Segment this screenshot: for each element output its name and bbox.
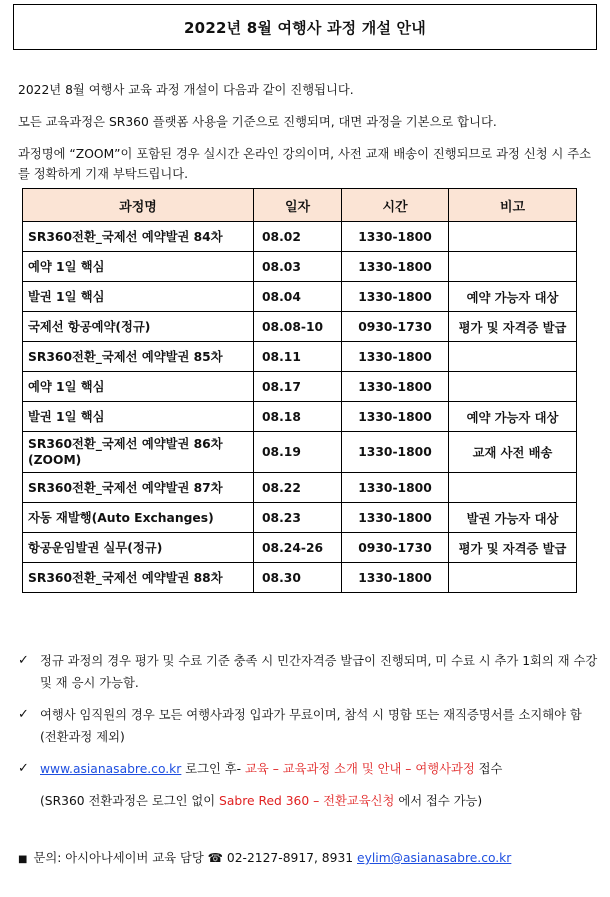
table-row [23, 402, 577, 432]
checkmark-icon: ✓ [18, 761, 29, 776]
notes-section [18, 650, 598, 812]
checkmark-icon: ✓ [18, 707, 29, 722]
intro-paragraph-3: 과정명에 “ZOOM”이 포함된 경우 실시간 온라인 강의이며, 사전 교재 배송이 진행되므로 과정 신청 시 주소를 정확하게 기재 부탁드립니다. [18, 147, 592, 181]
course-schedule-table [22, 188, 577, 593]
note-item [18, 704, 598, 748]
course-date: 08.03 [254, 252, 342, 282]
course-date: 08.23 [254, 503, 342, 533]
course-note: 예약 가능자 대상 [449, 402, 577, 432]
table-row [23, 252, 577, 282]
page-title-text: 2022년 8월 여행사 과정 개설 안내 [184, 18, 426, 37]
note-item [18, 650, 598, 694]
course-note [449, 252, 577, 282]
table-row [23, 282, 577, 312]
course-date: 08.30 [254, 563, 342, 593]
course-date: 08.11 [254, 342, 342, 372]
course-name: SR360전환_국제선 예약발권 86차 (ZOOM) [23, 432, 254, 473]
course-note: 평가 및 자격증 발급 [449, 533, 577, 563]
contact-line [18, 848, 511, 866]
table-row [23, 342, 577, 372]
course-time: 1330-1800 [342, 563, 449, 593]
course-name: SR360전환_국제선 예약발권 87차 [23, 473, 254, 503]
header-note: 비고 [449, 189, 577, 222]
course-note: 예약 가능자 대상 [449, 282, 577, 312]
page-title [13, 4, 597, 50]
note-text-2: 여행사 임직원의 경우 모든 여행사과정 입과가 무료이며, 참석 시 명함 또는 재직증명서를 소지해야 함(전환과정 제외) [40, 708, 582, 744]
contact-email-link[interactable]: eylim@asianasabre.co.kr [357, 851, 512, 865]
note-text-1: 정규 과정의 경우 평가 및 수료 기준 충족 시 민간자격증 발급이 진행되며, 미 수료 시 추가 1회의 재 수강 및 재 응시 가능함. [40, 654, 598, 690]
course-time: 0930-1730 [342, 533, 449, 563]
header-time: 시간 [342, 189, 449, 222]
course-name: 발권 1일 핵심 [23, 402, 254, 432]
course-name: 국제선 항공예약(정규) [23, 312, 254, 342]
note-4-prefix: (SR360 전환과정은 로그인 없이 [40, 794, 220, 808]
header-date: 일자 [254, 189, 342, 222]
course-time: 1330-1800 [342, 432, 449, 473]
note-item [18, 758, 598, 780]
course-time: 1330-1800 [342, 473, 449, 503]
table-row [23, 503, 577, 533]
course-date: 08.22 [254, 473, 342, 503]
note-text-3 [40, 758, 598, 780]
course-time: 1330-1800 [342, 222, 449, 252]
checkmark-icon: ✓ [18, 653, 29, 668]
note-4-suffix: 에서 접수 가능) [394, 794, 483, 808]
course-note [449, 473, 577, 503]
table-row [23, 563, 577, 593]
course-date: 08.17 [254, 372, 342, 402]
note-3-text-login: 로그인 후- [181, 762, 246, 776]
table-row [23, 473, 577, 503]
course-note: 평가 및 자격증 발급 [449, 312, 577, 342]
intro-paragraph-2: 모든 교육과정은 SR360 플랫폼 사용을 기준으로 진행되며, 대면 과정을 기본으로 합니다. [18, 115, 497, 129]
course-note [449, 372, 577, 402]
course-name: SR360전환_국제선 예약발권 84차 [23, 222, 254, 252]
course-name: 자동 재발행(Auto Exchanges) [23, 503, 254, 533]
table-row [23, 533, 577, 563]
course-note [449, 222, 577, 252]
note-3-text-apply: 접수 [474, 762, 503, 776]
course-name: 항공운임발권 실무(정규) [23, 533, 254, 563]
course-time: 1330-1800 [342, 342, 449, 372]
course-time: 1330-1800 [342, 372, 449, 402]
contact-label: 문의: 아시아나세이버 교육 담당 ☎ 02-2127-8917, 8931 [33, 851, 358, 865]
table-row [23, 372, 577, 402]
table-row [23, 312, 577, 342]
intro-section [18, 80, 596, 184]
course-date: 08.24-26 [254, 533, 342, 563]
note-sr360-line [18, 790, 598, 812]
course-time: 0930-1730 [342, 312, 449, 342]
course-note: 교재 사전 배송 [449, 432, 577, 473]
table-row [23, 432, 577, 473]
course-date: 08.02 [254, 222, 342, 252]
course-note [449, 342, 577, 372]
bullet-square-icon: ■ [18, 854, 28, 865]
header-course-name: 과정명 [23, 189, 254, 222]
intro-paragraph-1: 2022년 8월 여행사 교육 과정 개설이 다음과 같이 진행됩니다. [18, 83, 354, 97]
course-name: 발권 1일 핵심 [23, 282, 254, 312]
note-4-menu-path: Sabre Red 360 – 전환교육신청 [219, 794, 395, 808]
website-link[interactable]: www.asianasabre.co.kr [40, 762, 182, 776]
course-date: 08.04 [254, 282, 342, 312]
course-name: SR360전환_국제선 예약발권 85차 [23, 342, 254, 372]
course-name: SR360전환_국제선 예약발권 88차 [23, 563, 254, 593]
course-name: 예약 1일 핵심 [23, 372, 254, 402]
course-date: 08.08-10 [254, 312, 342, 342]
course-time: 1330-1800 [342, 503, 449, 533]
course-time: 1330-1800 [342, 402, 449, 432]
table-row [23, 222, 577, 252]
course-time: 1330-1800 [342, 252, 449, 282]
course-date: 08.19 [254, 432, 342, 473]
table-header-row [23, 189, 577, 222]
course-note [449, 563, 577, 593]
course-time: 1330-1800 [342, 282, 449, 312]
course-name: 예약 1일 핵심 [23, 252, 254, 282]
note-3-menu-path: 교육 – 교육과정 소개 및 안내 – 여행사과정 [245, 762, 475, 776]
course-date: 08.18 [254, 402, 342, 432]
course-note: 발권 가능자 대상 [449, 503, 577, 533]
